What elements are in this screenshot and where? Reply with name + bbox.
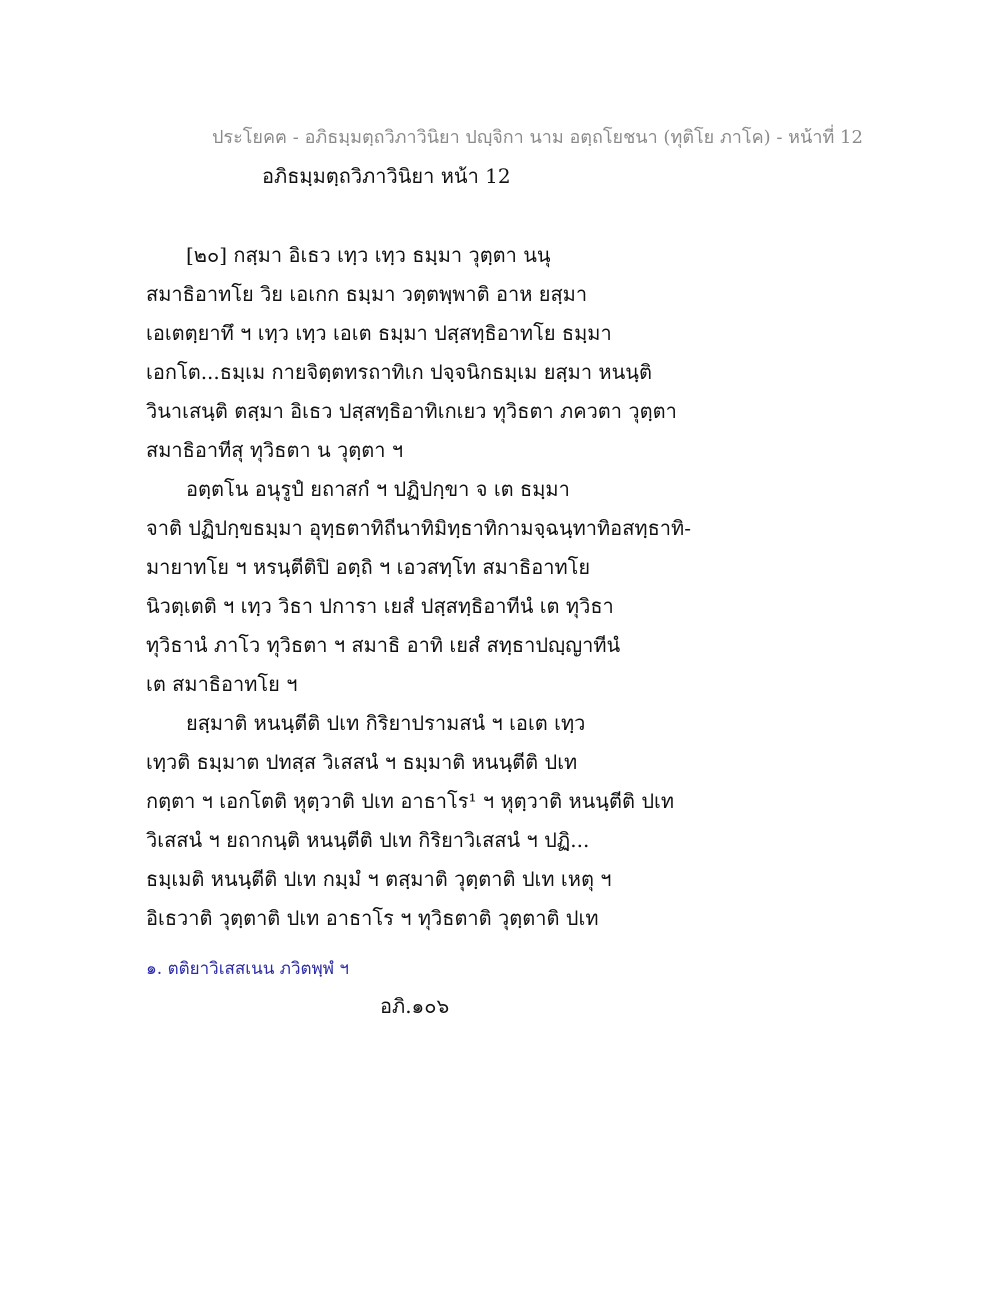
- text-line: ยสฺมาติ หนนฺตีติ ปเท กิริยาปรามสนํ ฯ เอเต เทฺว: [186, 711, 586, 735]
- text-line: นิวตฺเตติ ฯ เทฺว วิธา ปการา เยสํ ปสฺสทฺธิอาทีนํ เต ทุวิธา: [146, 594, 614, 618]
- text-line: ธมฺเมติ หนนฺตีติ ปเท กมฺมํ ฯ ตสฺมาติ วุตฺตาติ ปเท เหตุ ฯ: [146, 867, 612, 891]
- text-line: เต สมาธิอาทโย ฯ: [146, 672, 298, 696]
- text-line: อตฺตโน อนุรูปํ ยถาสกํ ฯ ปฏิปกฺขา จ เต ธมฺมา: [186, 477, 570, 501]
- footnote: ๑. ตติยาวิเสสเนน ภวิตพฺพํ ฯ: [146, 959, 349, 979]
- book-title: อภิธมฺมตฺถวิภาวินิยา หน้า 12: [262, 164, 511, 188]
- text-line: เอเตตฺยาทึ ฯ เทฺว เทฺว เอเต ธมฺมา ปสฺสทฺธิอาทโย ธมฺมา: [146, 321, 612, 345]
- text-line: มายาทโย ฯ หรนฺตีติปิ อตฺถิ ฯ เอวสทฺโท สมาธิอาทโย: [146, 555, 591, 579]
- text-line: อิเธวาติ วุตฺตาติ ปเท อาธาโร ฯ ทุวิธตาติ วุตฺตาติ ปเท: [146, 906, 599, 930]
- text-line: เอกโต...ธมฺเม กายจิตฺตทรถาทิเก ปจฺจนิกธมฺเม ยสฺมา หนนฺติ: [146, 360, 652, 384]
- text-line: กตฺตา ฯ เอกโตติ หุตฺวาติ ปเท อาธาโร¹ ฯ หุตฺวาติ หนนฺตีติ ปเท: [146, 789, 675, 813]
- text-line: วิเสสนํ ฯ ยถากนฺติ หนนฺตีติ ปเท กิริยาวิเสสนํ ฯ ปฏิ...: [146, 828, 590, 852]
- running-header: ประโยคฅ - อภิธมฺมตฺถวิภาวินิยา ปญฺจิกา นาม อตฺถโยชนา (ทุติโย ภาโค) - หน้าที่ 12: [212, 127, 863, 148]
- text-line: วินาเสนฺติ ตสฺมา อิเธว ปสฺสทฺธิอาทิเกเยว ทุวิธตา ภควตา วุตฺตา: [146, 399, 677, 423]
- body-text: [146, 236, 866, 938]
- text-line: สมาธิอาทโย วิย เอเกก ธมฺมา วตฺตพฺพาติ อาห ยสฺมา: [146, 282, 588, 306]
- text-line: ทุวิธานํ ภาโว ทุวิธตา ฯ สมาธิ อาทิ เยสํ สทฺธาปญฺญาทีนํ: [146, 633, 621, 657]
- text-line: [๒๐] กสฺมา อิเธว เทฺว เทฺว ธมฺมา วุตฺตา นนุ: [186, 243, 551, 267]
- text-line: เทฺวติ ธมฺมาต ปทสฺส วิเสสนํ ฯ ธมฺมาติ หนนฺตีติ ปเท: [146, 750, 578, 774]
- text-line: จาติ ปฏิปกฺขธมฺมา อุทฺธตาทิถีนาทิมิทฺธาทิกามจฺฉนฺทาทิอสทฺธาทิ-: [146, 516, 691, 540]
- page-code: อภิ.๑๐๖: [380, 994, 450, 1018]
- text-line: สมาธิอาทีสุ ทุวิธตา น วุตฺตา ฯ: [146, 438, 404, 462]
